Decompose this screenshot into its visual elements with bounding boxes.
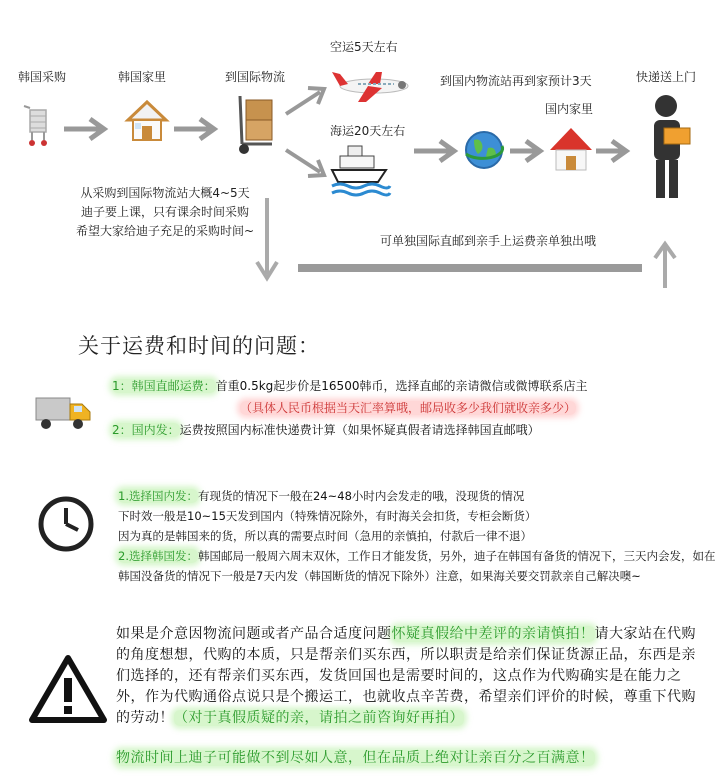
korea-option-line: 韩国邮局一般周六周末双休，工作日才能发货，另外，迪子在韩国有备货的情况下，三天内会发，如在 (197, 549, 716, 563)
domestic-option-line: 下时效一般是10~15天发到国内（特殊情况除外，有时海关会扣货，专柜会断货） (118, 509, 537, 523)
korea-option-line: 韩国没备货的情况下一般是7天内发（韩国断货的情况下除外）注意，如果海关要交罚款亲自己解决噢~ (118, 569, 641, 583)
note-line: 希望大家给迪子充足的采购时间~ (75, 224, 255, 238)
purchase-time-note (70, 184, 260, 241)
globe-icon (462, 128, 506, 172)
domestic-option-label: 1.选择国内发： (118, 489, 198, 503)
domestic-option-line: 因为真的是韩国来的货，所以真的需要点时间（急用的亲慎拍，付款后一律不退） (118, 529, 532, 543)
direct-shipping-fee-text: 首重0.5kg起步价是16500韩币，选择直邮的亲请微信或微博联系店主 (215, 379, 588, 393)
house-icon (124, 98, 170, 142)
footer-text: 物流时间上迪子可能做不到尽如人意，但在品质上绝对让亲百分之百满意！ (116, 750, 595, 766)
delivery-truck-icon (34, 390, 96, 434)
warning-paragraph (116, 624, 706, 729)
step-intl-logistics-label: 到国际物流 (225, 70, 286, 84)
direct-shipping-note: 可单独国际直邮到亲手上运费亲单独出哦 (380, 234, 597, 248)
hand-truck-icon (228, 92, 282, 156)
right-arrow-icon (594, 138, 634, 164)
footer-note (116, 748, 706, 769)
direct-route-bar (298, 264, 642, 272)
shipping-item-1-note (240, 398, 576, 418)
domestic-option-line: 有现货的情况下一般在24~48小时内会发走的哦，没现货的情况 (197, 489, 525, 503)
page-title: 关于运费和时间的问题： (78, 334, 320, 358)
down-arrow-icon (254, 196, 280, 286)
warning-text: 如果是介意因物流问题或者产品合适度问题 (116, 626, 392, 642)
exchange-rate-note: （具体人民币根据当天汇率算哦，邮局收多少我们就收亲多少） (240, 401, 577, 415)
domestic-station-label: 到国内物流站再到家预计3天 (440, 74, 592, 88)
warning-highlight: 怀疑真假给中差评的亲请慎拍！ (391, 626, 595, 642)
shipping-item-1 (112, 376, 712, 396)
sea-shipping-label: 海运20天左右 (330, 124, 406, 138)
ship-icon (328, 142, 392, 198)
air-shipping-label: 空运5天左右 (330, 40, 398, 54)
warning-icon (28, 652, 108, 724)
korea-option-label: 2.选择韩国发： (118, 549, 198, 563)
domestic-fee-text: 运费按照国内标准快递费计算（如果怀疑真假者请选择韩国直邮哦） (179, 423, 540, 437)
warning-highlight: （对于真假质疑的亲，请拍之前咨询好再拍） (174, 710, 464, 726)
right-arrow-icon (508, 138, 548, 164)
house-icon (548, 124, 594, 172)
step-korea-buy-label: 韩国采购 (18, 70, 67, 84)
up-arrow-icon (652, 240, 678, 290)
courier-icon (642, 92, 692, 204)
right-arrow-icon (62, 116, 112, 142)
direct-shipping-fee-label: 1：韩国直邮运费： (112, 379, 216, 393)
domestic-home-label: 国内家里 (545, 102, 594, 116)
warning-text: 请大家站在代购的角度想想，代购的本质，只是帮亲们买东西，所以职责是给亲们保证货源正品，东西是亲们选择的，还有帮亲们买东西，发货回国也是需要时间的，这点作为代购确实是在能力之外，作为代购通俗点说只是个搬运工，也就收点辛苦费，希望亲们评价的时候，尊重下代购的劳动！ (116, 626, 696, 726)
right-arrow-icon (172, 116, 222, 142)
note-line: 从采购到国际物流站大概4~5天 (80, 186, 250, 200)
express-label: 快递送上门 (636, 70, 697, 84)
note-line: 迪子要上课，只有课余时间采购 (80, 205, 249, 219)
shipping-item-2 (112, 420, 712, 440)
right-arrow-icon (412, 138, 462, 164)
airplane-icon (328, 62, 412, 106)
clock-icon (36, 494, 96, 554)
shopping-cart-icon (20, 100, 52, 148)
timing-section (118, 486, 718, 586)
up-right-arrow-icon (282, 84, 332, 118)
step-korea-home-label: 韩国家里 (118, 70, 167, 84)
domestic-fee-label: 2：国内发： (112, 423, 180, 437)
down-right-arrow-icon (282, 146, 332, 180)
